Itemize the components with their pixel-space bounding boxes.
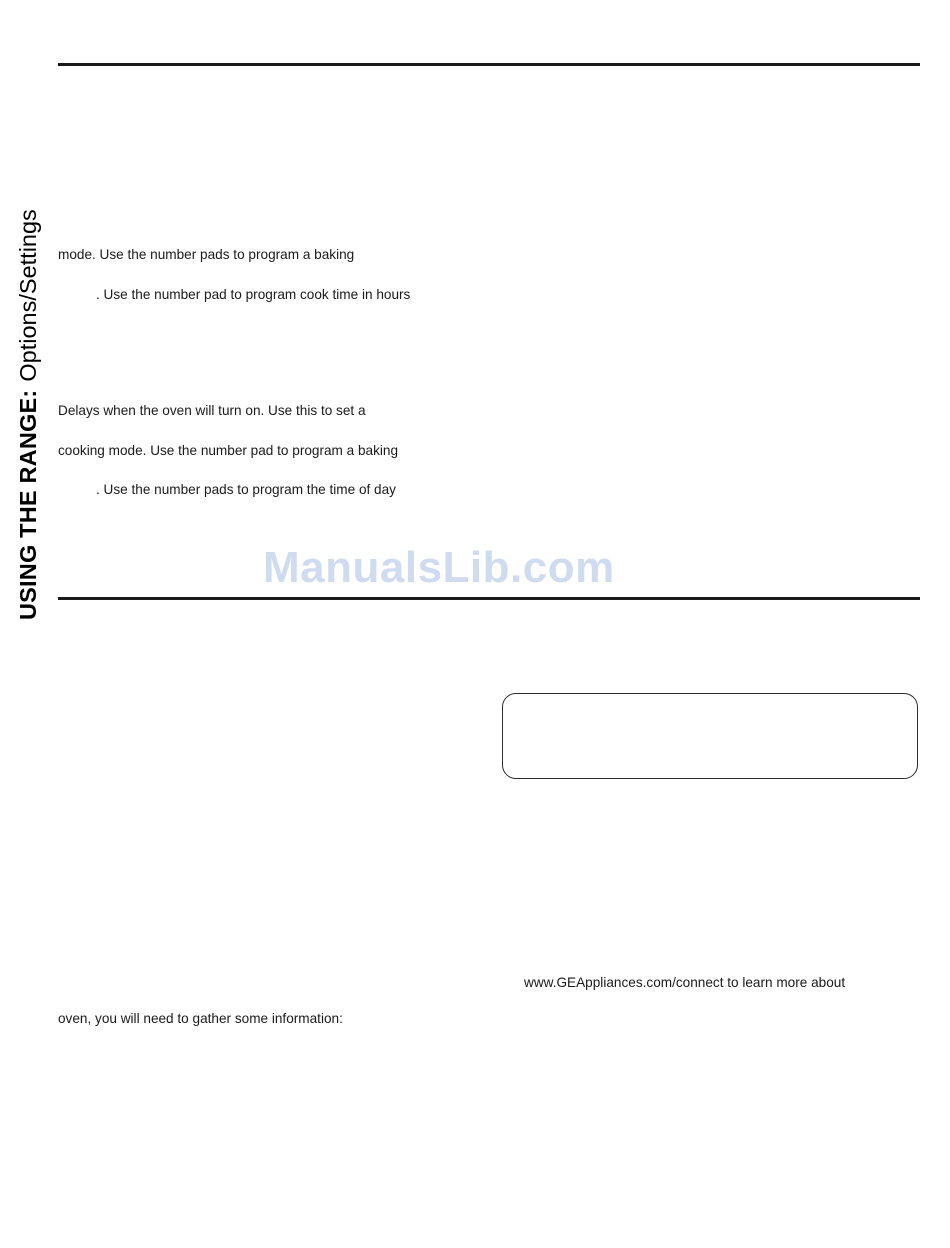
divider-bottom [58, 597, 920, 600]
body-text-fragment: oven, you will need to gather some information: [58, 1011, 343, 1026]
watermark-text: ManualsLib.com [263, 543, 615, 592]
body-text-fragment: . Use the number pad to program cook time in hours [96, 287, 411, 302]
callout-box [502, 693, 918, 779]
body-text-fragment: Delays when the oven will turn on. Use this to set a [58, 403, 366, 418]
body-text-fragment: . Use the number pads to program the time of day [96, 482, 396, 497]
divider-top [58, 63, 920, 66]
section-title-regular: Options/Settings [14, 209, 41, 382]
section-title-bold: USING THE RANGE: [14, 389, 41, 620]
body-text-fragment-url: www.GEAppliances.com/connect to learn more about [524, 975, 846, 990]
section-side-tab [0, 0, 56, 620]
body-text-fragment: mode. Use the number pads to program a baking [58, 247, 355, 262]
section-side-tab-text [0, 0, 56, 620]
body-text-fragment: cooking mode. Use the number pad to program a baking [58, 443, 399, 458]
